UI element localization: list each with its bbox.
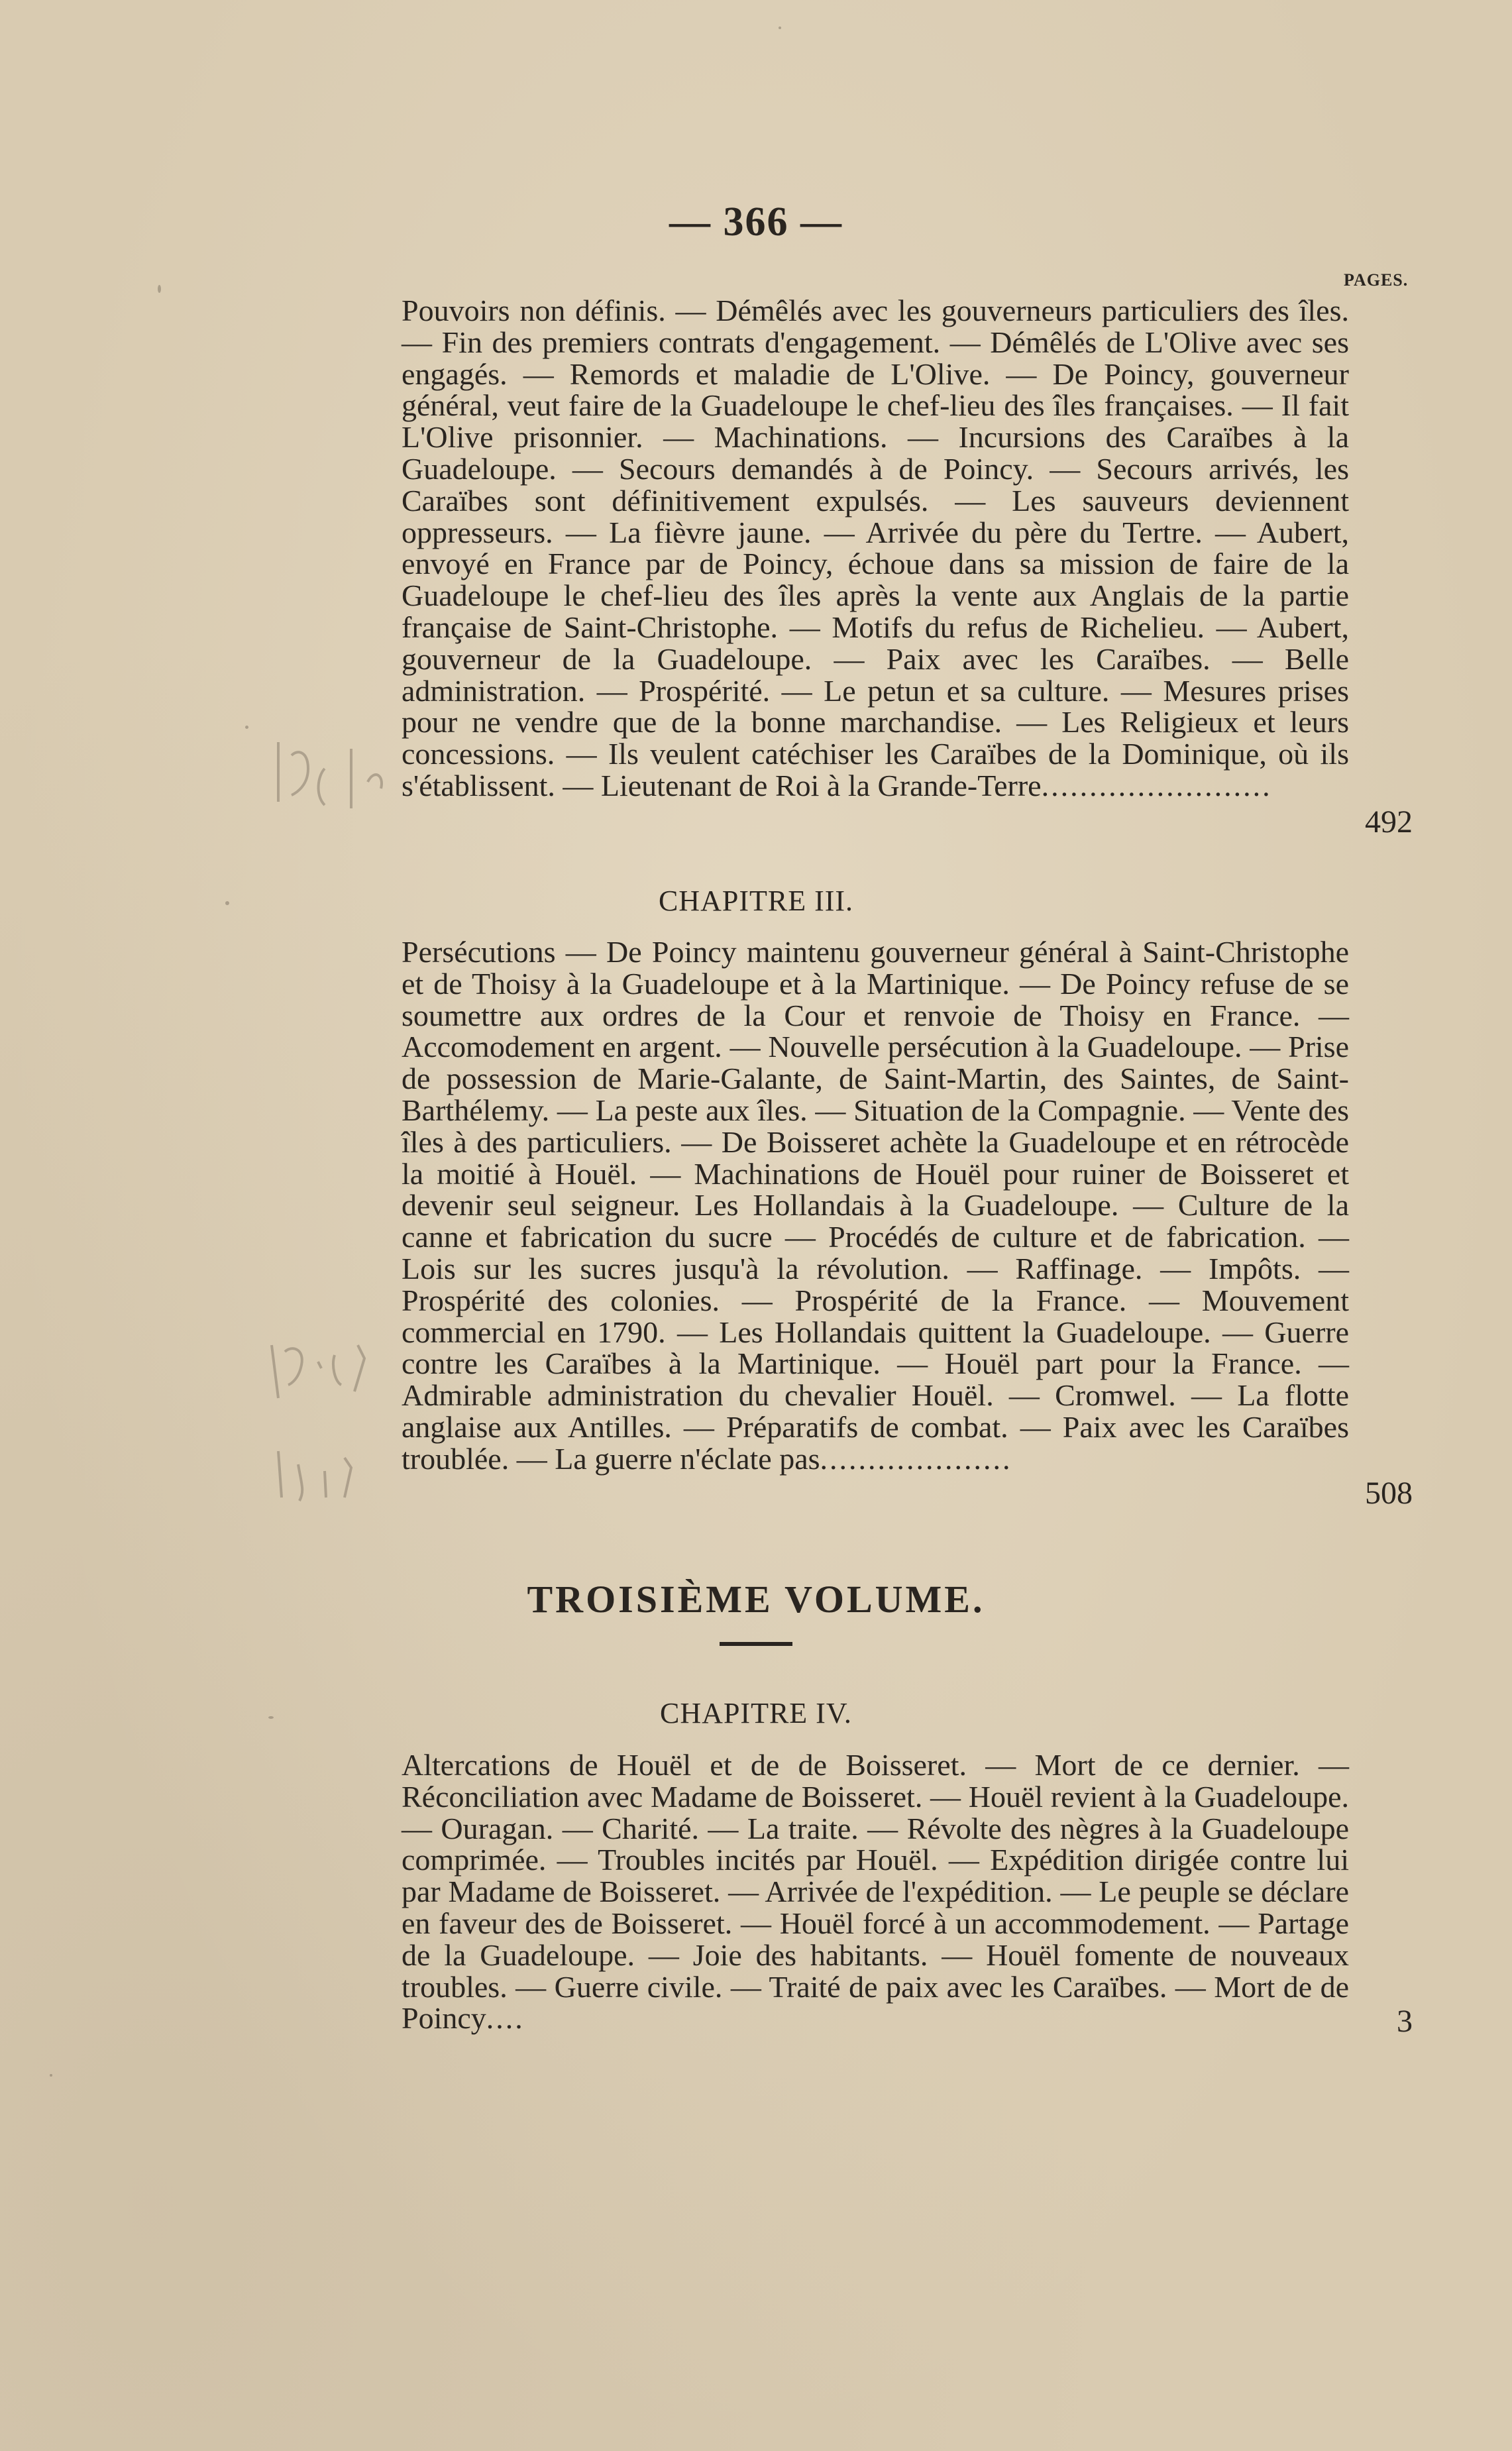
heading-rule: [720, 1642, 792, 1646]
page-number: — 366 —: [669, 199, 843, 245]
volume-heading: TROISIÈME VOLUME.: [527, 1578, 985, 1621]
pencil-margin-marks: [252, 729, 398, 1564]
paper-speck: [225, 901, 229, 905]
toc-entry-page-number: 492: [1365, 804, 1413, 840]
toc-entry-page-number: 508: [1365, 1476, 1413, 1511]
paper-speck: [50, 2074, 52, 2077]
dot-leader: ....: [486, 2001, 525, 2036]
toc-entry-page-number: 3: [1397, 2004, 1413, 2039]
chapter-heading: CHAPITRE III.: [658, 885, 854, 917]
paper-speck: [779, 27, 781, 29]
toc-entry-text: Altercations de Houël et de de Boisseret. — Mort de ce dernier. — Réconciliation avec Madame de Boisseret. — Houël revient à la Guadeloupe. — Ouragan. — Charité. — La traite. — Révolte des nègres à la Guadeloupe comprimée. — Troubles incités par Houël. — Expédition dirigée contre lui par Madame de Boisseret. — Arrivée de l'expédition. — Le peuple se déclare en faveur des de Boisseret. — Houël forcé à un accommodement. — Partage de la Guadeloupe. — Joie des habitants. — Houël fomente de nouveaux troubles. — Guerre civile. — Traité de paix avec les Caraïbes. — Mort de de Poincy: [402, 1748, 1349, 2036]
toc-entry-chapter-3-summary: [402, 936, 1349, 1475]
toc-entry-chapter-4-summary: [402, 1749, 1349, 2034]
paper-speck: [245, 726, 248, 729]
dot-leader: ....................: [820, 1441, 1012, 1476]
dot-leader: ........................: [1041, 768, 1272, 802]
toc-entry-text: Persécutions — De Poincy maintenu gouverneur général à Saint-Christophe et de Thoisy à la Guadeloupe et à la Martinique. — De Poincy refuse de se soumettre aux ordres de la Cour et renvoie de Thoisy en France. — Accomodement en argent. — Nouvelle persécution à la Guadeloupe. — Prise de possession de Marie-Galante, de Saint-Martin, des Saintes, de Saint-Barthélemy. — La peste aux îles. — Situation de la Compagnie. — Vente des îles à des particuliers. — De Boisseret achète la Guadeloupe et en rétrocède la moitié à Houël. — Machinations de Houël pour ruiner de Boisseret et devenir seul seigneur. Les Hollandais à la Guadeloupe. — Culture de la canne et fabrication du sucre — Procédés de culture et de fabrication. — Lois sur les sucres jusqu'à la révolution. — Raffinage. — Impôts. — Prospérité des colonies. — Prospérité de la France. — Mouvement commercial en 1790. — Les Hollandais quittent la Guadeloupe. — Guerre contre les Caraïbes à la Martinique. — Houël part pour la France. — Admirable administration du chevalier Houël. — Cromwel. — La flotte anglaise aux Antilles. — Préparatifs de combat. — Paix avec les Caraïbes troublée. — La guerre n'éclate pas: [402, 935, 1349, 1476]
paper-speck: [158, 285, 161, 293]
pages-column-label: PAGES.: [1344, 270, 1409, 290]
chapter-heading: CHAPITRE IV.: [660, 1697, 852, 1729]
paper-speck: [268, 1716, 274, 1719]
toc-entry-text: Pouvoirs non définis. — Démêlés avec les gouverneurs particuliers des îles. — Fin des premiers contrats d'engagement. — Démêlés de L'Olive avec ses engagés. — Remords et maladie de L'Olive. — De Poincy, gouverneur général, veut faire de la Guadeloupe le chef-lieu des îles françaises. — Il fait L'Olive prisonnier. — Machinations. — Incursions des Caraïbes à la Guadeloupe. — Secours demandés à de Poincy. — Secours arrivés, les Caraïbes sont définitivement expulsés. — Les sauveurs deviennent oppresseurs. — La fièvre jaune. — Arrivée du père du Tertre. — Aubert, envoyé en France par de Poincy, échoue dans sa mission de faire de la Guadeloupe le chef-lieu des îles après la vente aux Anglais de la partie française de Saint-Christophe. — Motifs du refus de Richelieu. — Aubert, gouverneur de la Guadeloupe. — Paix avec les Caraïbes. — Belle administration. — Prospérité. — Le petun et sa culture. — Mesures prises pour ne vendre que de la bonne marchandise. — Les Religieux et leurs concessions. — Ils veulent catéchiser les Caraïbes de la Dominique, où ils s'établissent. — Lieutenant de Roi à la Grande-Terre: [402, 294, 1349, 802]
toc-entry-chapter-2-summary: [402, 295, 1349, 802]
